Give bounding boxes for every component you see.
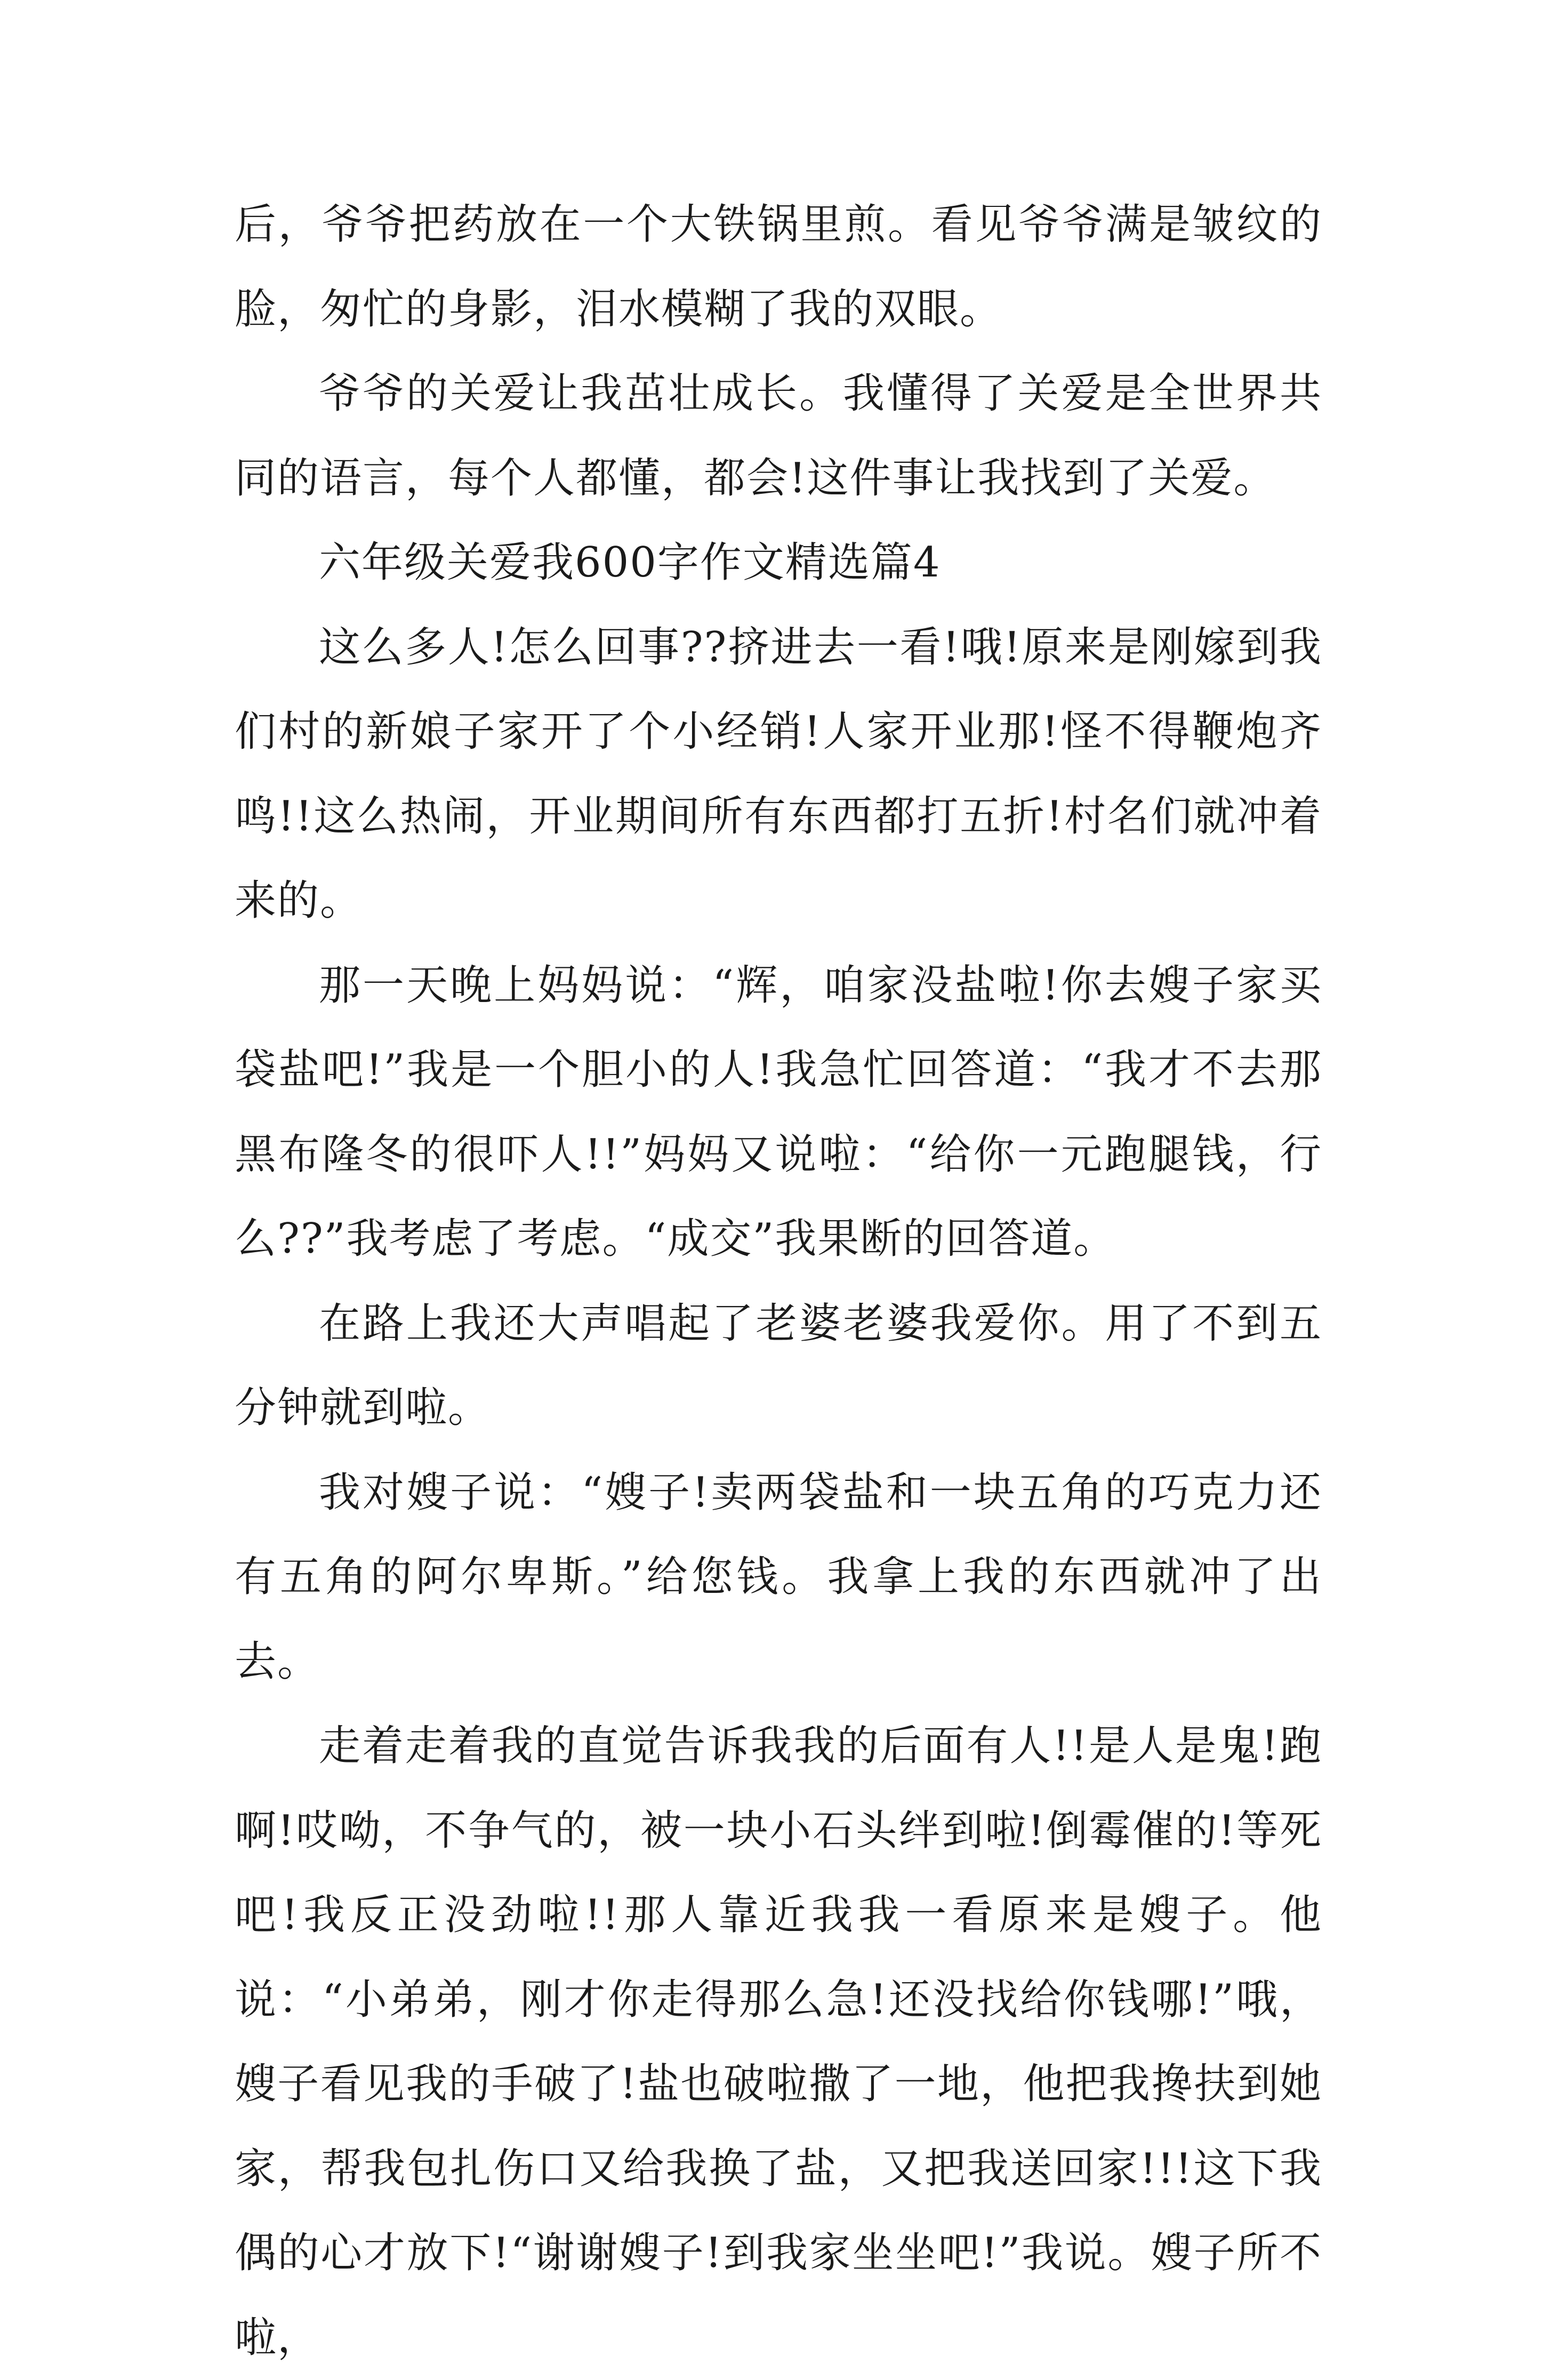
paragraph: 在路上我还大声唱起了老婆老婆我爱你。用了不到五分钟就到啦。 bbox=[235, 1299, 1322, 1432]
paragraph: 爷爷的关爱让我茁壮成长。我懂得了关爱是全世界共同的语言，每个人都懂，都会!这件事让我找到了关爱。 bbox=[235, 370, 1322, 502]
paragraph: 走着走着我的直觉告诉我我的后面有人!!是人是鬼!跑啊!哎呦，不争气的，被一块小石头绊到啦!倒霉催的!等死吧!我反正没劲啦!!那人靠近我我一看原来是嫂子。他说：“小弟弟，刚才你走得那么急!还没找给你钱哪!”哦，嫂子看见我的手破了!盐也破啦撒了一地，他把我搀扶到她家，帮我包扎伤口又给我换了盐，又把我送回家!!!这下我偶的心才放下!“谢谢嫂子!到我家坐坐吧!”我说。嫂子所不啦， bbox=[235, 1722, 1322, 2362]
paragraph: 那一天晚上妈妈说：“辉，咱家没盐啦!你去嫂子家买袋盐吧!”我是一个胆小的人!我急忙回答道：“我才不去那黑布隆冬的很吓人!!”妈妈又说啦：“给你一元跑腿钱，行么??”我考虑了考虑。“成交”我果断的回答道。 bbox=[235, 961, 1322, 1263]
paragraph: 后，爷爷把药放在一个大铁锅里煎。看见爷爷满是皱纹的脸，匆忙的身影，泪水模糊了我的双眼。 bbox=[235, 201, 1322, 333]
section-heading: 六年级关爱我600字作文精选篇4 bbox=[319, 539, 941, 587]
paragraph: 这么多人!怎么回事??挤进去一看!哦!原来是刚嫁到我们村的新娘子家开了个小经销!人家开业那!怪不得鞭炮齐鸣!!这么热闹，开业期间所有东西都打五折!村名们就冲着来的。 bbox=[235, 623, 1322, 925]
paragraph: 我对嫂子说：“嫂子!卖两袋盐和一块五角的巧克力还有五角的阿尔卑斯。”给您钱。我拿上我的东西就冲了出去。 bbox=[235, 1468, 1322, 1686]
document-body bbox=[235, 182, 1322, 2380]
